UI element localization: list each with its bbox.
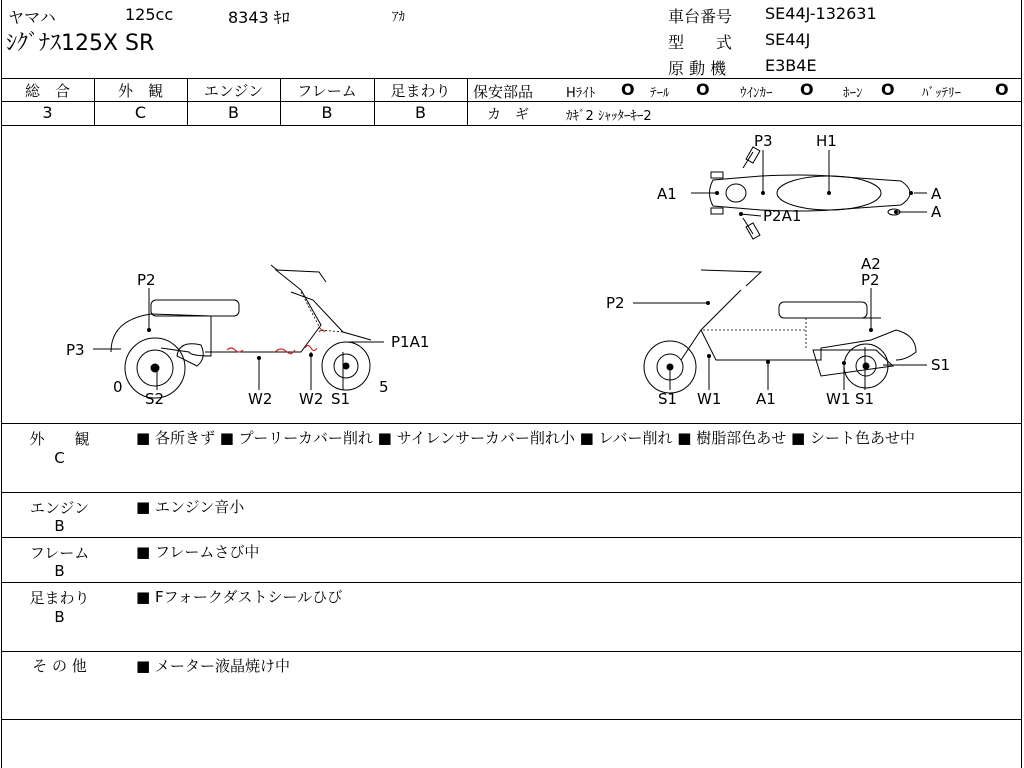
- diagram-svg: [1, 126, 1022, 422]
- label-top-h1: H1: [816, 132, 837, 150]
- grade-mid-line-left: [1, 101, 467, 102]
- engine-label: 原 動 機: [668, 59, 727, 78]
- label-right-w1-b: W1: [826, 390, 851, 408]
- total-label: 総 合: [24, 82, 70, 100]
- comments-line-2: [1, 537, 1022, 538]
- engine-code: E3B4E: [765, 56, 817, 75]
- label-left-s1: S1: [331, 390, 351, 408]
- total-grade: 3: [42, 103, 53, 122]
- headlight-label: Hﾗｲﾄ: [566, 86, 596, 101]
- label-left-s2: S2: [145, 390, 165, 408]
- label-top-a-2: A: [931, 203, 942, 221]
- grade-mid-line-right: [467, 101, 1022, 102]
- mileage: 8343 ｷﾛ: [228, 8, 290, 27]
- tail-label: ﾃｰﾙ: [650, 86, 670, 101]
- label-left-p2: P2: [137, 271, 156, 289]
- suspension-grade: B: [415, 103, 426, 122]
- suspension-grade-label: 足まわり: [390, 82, 451, 100]
- comment-engine-text: ■ エンジン音小: [136, 498, 245, 516]
- comment-suspension-text: ■ Fフォークダストシールひび: [136, 588, 343, 606]
- scooter-diagram: [1, 126, 1022, 422]
- exterior-label: 外 観: [117, 82, 163, 100]
- label-left-p1a1: P1A1: [391, 333, 430, 351]
- label-top-a1: A1: [657, 185, 677, 203]
- label-right-s1-b: S1: [658, 390, 678, 408]
- comment-exterior-text: ■ 各所きず ■ プーリーカバー削れ ■ サイレンサーカバー削れ小 ■ レバー削れ ■ 樹脂部色あせ ■ シート色あせ中: [136, 429, 915, 447]
- tail-mark: O: [696, 80, 710, 99]
- comment-other-label: そ の 他: [32, 657, 87, 675]
- leader-lines: [93, 288, 927, 390]
- label-right-p2-b: P2: [861, 271, 880, 289]
- key-value: ｶｷﾞ2 ｼｬｯﾀｰｷｰ2: [566, 109, 652, 124]
- engine-grade-label: エンジン: [203, 82, 264, 100]
- label-right-p2: P2: [606, 294, 625, 312]
- dotted-panel-lines: [211, 292, 806, 352]
- comments-line-1: [1, 492, 1022, 493]
- model-name: ｼｸﾞﾅｽ125X SR: [6, 31, 155, 56]
- comments-top-line: [1, 423, 1022, 424]
- winker-label: ｳｲﾝｶｰ: [740, 86, 773, 101]
- comment-suspension-label: 足まわり: [29, 589, 90, 607]
- label-right-w1: W1: [697, 390, 722, 408]
- headlight-mark: O: [621, 80, 635, 99]
- horn-label: ﾎｰﾝ: [843, 86, 863, 101]
- comment-frame-grade: B: [54, 562, 65, 580]
- label-left-w2-b: W2: [299, 390, 324, 408]
- frame-grade: B: [321, 103, 333, 122]
- comment-engine-grade: B: [54, 517, 65, 535]
- damage-marks: [227, 330, 325, 354]
- comment-suspension-grade: B: [54, 608, 65, 626]
- color: ｱｶ: [392, 10, 405, 25]
- label-top-p3: P3: [754, 132, 773, 150]
- engine-grade: B: [228, 103, 239, 122]
- label-left-0: 0: [113, 378, 123, 396]
- comment-exterior-label: 外 観: [29, 430, 90, 448]
- label-top-p2a1: P2A1: [763, 207, 802, 225]
- comment-frame-text: ■ フレームさび中: [136, 543, 260, 561]
- label-right-a2: A2: [861, 255, 881, 273]
- horn-mark: O: [881, 80, 895, 99]
- comments-line-4: [1, 651, 1022, 652]
- label-right-s1: S1: [931, 356, 951, 374]
- label-left-p3: P3: [66, 341, 85, 359]
- safety-label: 保安部品: [473, 83, 534, 101]
- exterior-grade: C: [134, 103, 147, 122]
- comment-frame-label: フレーム: [29, 544, 90, 562]
- label-top-a: A: [931, 185, 942, 203]
- model-type-label: 型 式: [668, 33, 733, 52]
- battery-mark: O: [995, 80, 1009, 99]
- label-right-s1-c: S1: [855, 390, 875, 408]
- grade-top-line: [1, 78, 1022, 79]
- comments-line-5: [1, 719, 1022, 720]
- grade-divider-5: [467, 78, 468, 125]
- comments-line-3: [1, 582, 1022, 583]
- model-type: SE44J: [765, 30, 811, 49]
- label-right-a1: A1: [756, 390, 776, 408]
- label-left-5: 5: [379, 378, 389, 396]
- comment-exterior-grade: C: [54, 449, 65, 467]
- frame-number: SE44J-132631: [765, 4, 877, 23]
- displacement: 125cc: [125, 5, 174, 24]
- frame-number-label: 車台番号: [668, 7, 733, 26]
- comment-engine-label: エンジン: [29, 499, 90, 517]
- label-left-w2: W2: [248, 390, 273, 408]
- battery-label: ﾊﾞｯﾃﾘｰ: [922, 86, 961, 101]
- winker-mark: O: [800, 80, 814, 99]
- frame-grade-label: フレーム: [297, 82, 357, 100]
- comment-other-text: ■ メーター液晶焼け中: [136, 657, 290, 675]
- maker: ヤマハ: [8, 8, 56, 27]
- key-label: カ ギ: [487, 107, 529, 123]
- top-view-scooter: [691, 147, 927, 239]
